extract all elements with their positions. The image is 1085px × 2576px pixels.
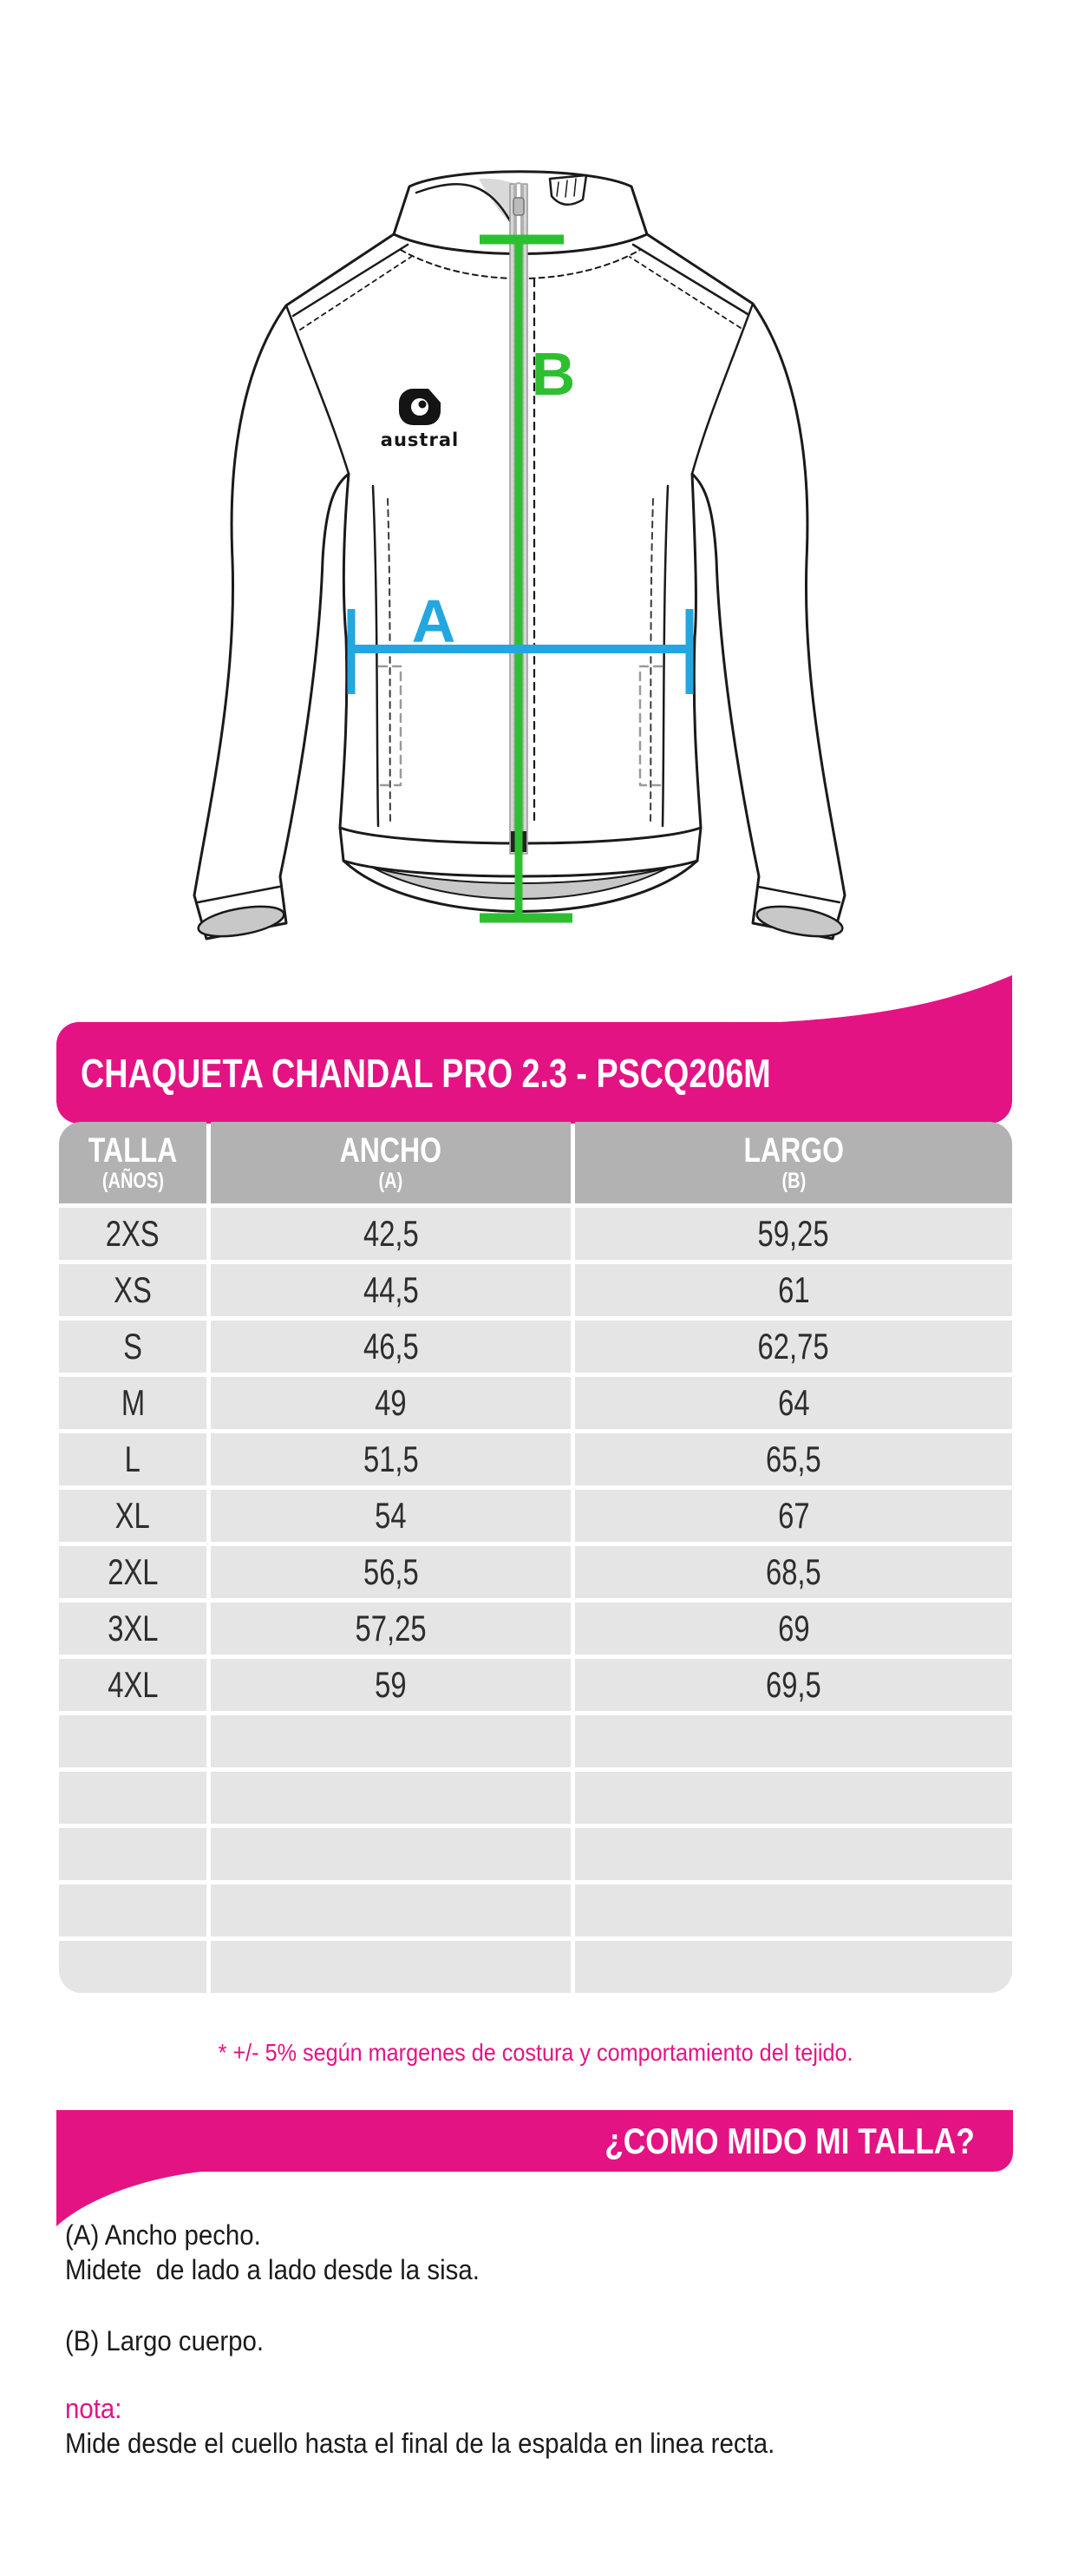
table-cell-empty — [59, 1772, 206, 1824]
instruction-a-desc: Midete de lado a lado desde la sisa. — [65, 2254, 480, 2285]
table-cell: 57,25 — [211, 1603, 571, 1655]
table-cell-empty — [211, 1828, 571, 1880]
table-cell-empty — [59, 1715, 206, 1767]
banner-swoosh — [735, 975, 1012, 1024]
label-b: B — [531, 340, 576, 408]
column-header-talla: TALLA (AÑOS) — [59, 1122, 206, 1203]
measure-title-banner — [56, 2110, 1013, 2172]
table-cell: 62,75 — [575, 1321, 1012, 1373]
table-cell-empty — [59, 1941, 206, 1993]
label-a: A — [411, 587, 456, 655]
table-cell-empty — [211, 1715, 571, 1767]
table-cell-empty — [211, 1884, 571, 1937]
table-cell-empty — [211, 1941, 571, 1993]
table-cell: 2XL — [59, 1546, 206, 1598]
zipper-slider — [513, 198, 524, 215]
table-cell: 64 — [575, 1377, 1012, 1429]
product-title-banner — [56, 1022, 1012, 1124]
table-cell-empty — [59, 1884, 206, 1937]
table-cell: L — [59, 1433, 206, 1485]
table-cell: 65,5 — [575, 1433, 1012, 1485]
table-cell: 4XL — [59, 1659, 206, 1711]
table-cell: XL — [59, 1490, 206, 1542]
table-cell: 69,5 — [575, 1659, 1012, 1711]
table-cell: 42,5 — [211, 1208, 571, 1260]
table-cell: 69 — [575, 1603, 1012, 1655]
column-header-ancho: ANCHO (A) — [211, 1122, 571, 1203]
table-cell: 59 — [211, 1659, 571, 1711]
table-cell: 2XS — [59, 1208, 206, 1260]
brand-name: austral — [380, 429, 460, 450]
table-cell-empty — [575, 1828, 1012, 1880]
table-cell: 61 — [575, 1264, 1012, 1316]
table-cell-empty — [575, 1772, 1012, 1824]
table-cell-empty — [575, 1941, 1012, 1993]
note-label: nota: — [65, 2393, 122, 2424]
table-cell: 67 — [575, 1490, 1012, 1542]
table-cell: 56,5 — [211, 1546, 571, 1598]
table-cell: 68,5 — [575, 1546, 1012, 1598]
zip-garage — [550, 175, 586, 205]
column-header-largo: LARGO (B) — [575, 1122, 1012, 1203]
table-cell: 46,5 — [211, 1321, 571, 1373]
table-cell: 3XL — [59, 1603, 206, 1655]
table-cell-empty — [211, 1772, 571, 1824]
product-title: CHAQUETA CHANDAL PRO 2.3 - PSCQ206M — [81, 1050, 771, 1096]
measuring-instructions — [65, 2218, 1036, 2461]
jacket-diagram — [0, 0, 1085, 980]
table-cell: 44,5 — [211, 1264, 571, 1316]
instruction-b-title: (B) Largo cuerpo. — [65, 2325, 265, 2356]
table-cell: 51,5 — [211, 1433, 571, 1485]
table-cell: 59,25 — [575, 1208, 1012, 1260]
measure-title: ¿COMO MIDO MI TALLA? — [605, 2120, 975, 2161]
size-table — [59, 1122, 1012, 1993]
table-cell: XS — [59, 1264, 206, 1316]
tolerance-footnote: * +/- 5% según margenes de costura y comportamiento del tejido. — [218, 2039, 853, 2066]
note-desc: Mide desde el cuello hasta el final de la espalda en linea recta. — [65, 2428, 775, 2459]
table-cell: 54 — [211, 1490, 571, 1542]
table-cell: 49 — [211, 1377, 571, 1429]
table-cell: M — [59, 1377, 206, 1429]
table-cell: S — [59, 1321, 206, 1373]
instruction-a-title: (A) Ancho pecho. — [65, 2219, 261, 2251]
table-cell-empty — [575, 1884, 1012, 1937]
table-cell-empty — [575, 1715, 1012, 1767]
table-cell-empty — [59, 1828, 206, 1880]
